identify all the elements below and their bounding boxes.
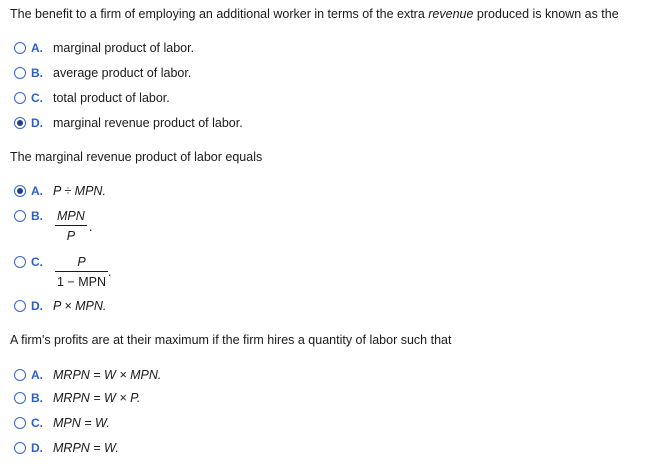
q2-option-a-letter: A. <box>31 184 43 198</box>
q2-option-a-radio[interactable] <box>14 185 26 197</box>
question-1-stem <box>10 7 619 21</box>
question-3-stem: A firm's profits are at their maximum if the firm hires a quantity of labor such that <box>10 333 452 347</box>
q3-option-d[interactable] <box>14 440 119 456</box>
q1-option-a-letter: A. <box>31 41 43 55</box>
q2-option-c-fraction <box>55 255 108 289</box>
q1-option-c-letter: C. <box>31 91 43 105</box>
q2-option-c-denominator <box>55 272 108 289</box>
q2-option-b-fraction <box>55 209 87 243</box>
q1-option-d-text: marginal revenue product of labor. <box>53 116 243 130</box>
q1-option-d[interactable] <box>14 115 243 131</box>
q3-option-a-text: MRPN = W × MPN. <box>53 368 162 382</box>
q2-option-a[interactable] <box>14 183 106 199</box>
q2-option-c[interactable] <box>14 254 53 270</box>
q2-option-a-text: P ÷ MPN. <box>53 184 106 198</box>
q1-option-b-radio[interactable] <box>14 67 26 79</box>
question-1-stem-part-1: The benefit to a firm of employing an additional worker in terms of the extra <box>10 7 429 21</box>
question-1-stem-part-2: produced is known as the <box>473 7 619 21</box>
q2-option-b-radio[interactable] <box>14 210 26 222</box>
q3-option-b-radio[interactable] <box>14 392 26 404</box>
q1-option-b-text: average product of labor. <box>53 66 192 80</box>
q1-option-b-letter: B. <box>31 66 43 80</box>
q1-option-c-text: total product of labor. <box>53 91 170 105</box>
q2-option-b-numerator: MPN <box>57 209 85 223</box>
q2-option-d-text: P × MPN. <box>53 299 107 313</box>
q2-option-c-period: . <box>108 265 112 279</box>
q3-option-a-radio[interactable] <box>14 369 26 381</box>
q1-option-a[interactable] <box>14 40 194 56</box>
q2-option-b[interactable] <box>14 208 53 224</box>
q1-option-c[interactable] <box>14 90 170 106</box>
q2-option-b-denominator: P <box>66 229 76 243</box>
q1-option-c-radio[interactable] <box>14 92 26 104</box>
q3-option-b-text: MRPN = W × P. <box>53 391 141 405</box>
q3-option-c-radio[interactable] <box>14 417 26 429</box>
q3-option-c-letter: C. <box>31 416 43 430</box>
q2-option-d[interactable] <box>14 298 106 314</box>
q2-option-c-denominator-text: 1 − MPN <box>57 275 106 289</box>
q1-option-d-radio[interactable] <box>14 117 26 129</box>
question-1-stem-emphasis: revenue <box>428 7 474 21</box>
q3-option-d-radio[interactable] <box>14 442 26 454</box>
q1-option-d-letter: D. <box>31 116 43 130</box>
q3-option-d-text: MRPN = W. <box>53 441 119 455</box>
q3-option-b[interactable] <box>14 390 140 406</box>
q3-option-a-letter: A. <box>31 368 43 382</box>
q3-option-b-letter: B. <box>31 391 43 405</box>
q2-option-c-numerator: P <box>77 255 86 269</box>
q1-option-b[interactable] <box>14 65 191 81</box>
q2-option-c-radio[interactable] <box>14 256 26 268</box>
q1-option-a-text: marginal product of labor. <box>53 41 195 55</box>
q3-option-a[interactable] <box>14 367 161 383</box>
q3-option-c[interactable] <box>14 415 110 431</box>
question-2-stem: The marginal revenue product of labor equals <box>10 150 263 164</box>
q1-option-a-radio[interactable] <box>14 42 26 54</box>
q2-option-d-letter: D. <box>31 299 43 313</box>
q3-option-d-letter: D. <box>31 441 43 455</box>
q2-option-b-letter: B. <box>31 209 43 223</box>
q2-option-d-radio[interactable] <box>14 300 26 312</box>
q3-option-c-text: MPN = W. <box>53 416 110 430</box>
q2-option-b-period: . <box>89 220 93 234</box>
q2-option-c-letter: C. <box>31 255 43 269</box>
